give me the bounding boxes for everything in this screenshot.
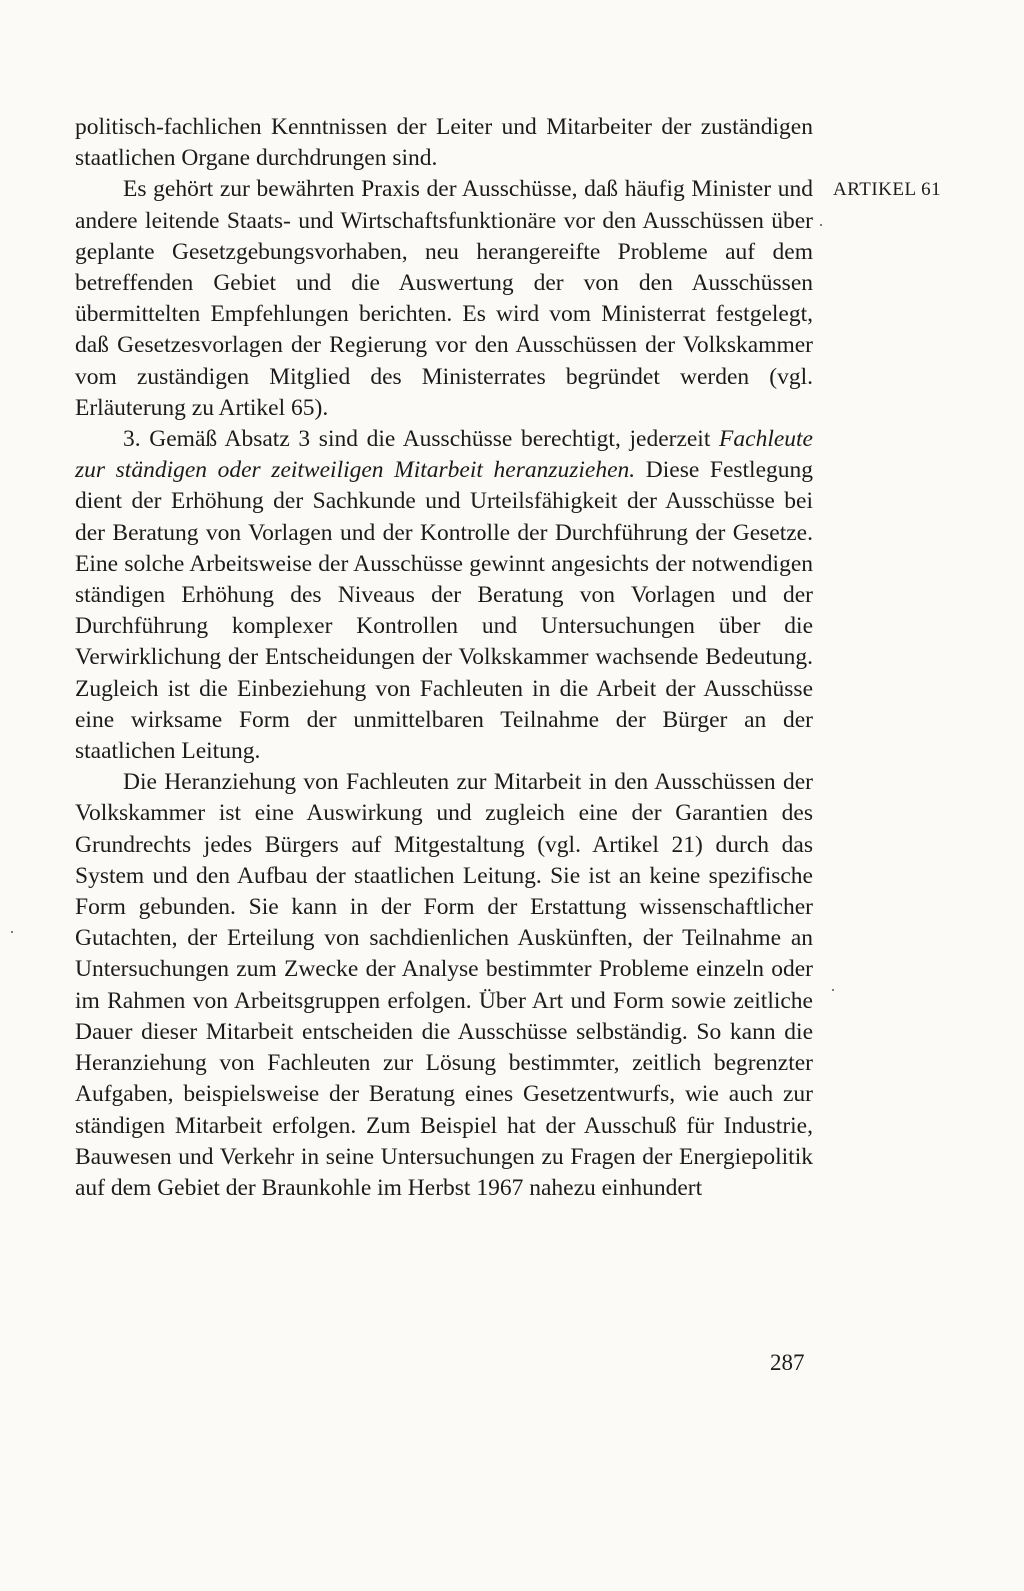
paragraph-absatz-3 [75,424,813,767]
paragraph-heranziehung: Die Heranziehung von Fachleuten zur Mitarbeit in den Ausschüssen der Volkskammer ist eine Auswirkung und zugleich eine der Garantien des Grundrechts jedes Bürgers auf Mitgestaltung (vgl. Artikel 21) durch das System und den Aufbau der staatlichen Leitung. Sie ist an keine spezifische Form gebunden. Sie kann in der Form der Erstattung wissenschaftlicher Gutachten, der Erteilung von sachdienlichen Auskünften, der Teilnahme an Untersuchungen zum Zwecke der Analyse bestimmter Probleme einzeln oder im Rahmen von Arbeitsgruppen erfolgen. Über Art und Form sowie zeitliche Dauer dieser Mitarbeit entscheiden die Ausschüsse selbständig. So kann die Heranziehung von Fachleuten zur Lösung bestimmter, zeitlich begrenzter Aufgaben, beispielsweise der Beratung eines Gesetzentwurfs, wie auch zur ständigen Mitarbeit erfolgen. Zum Beispiel hat der Ausschuß für Industrie, Bauwesen und Verkehr in seine Untersuchungen zu Fragen der Energiepolitik auf dem Gebiet der Braunkohle im Herbst 1967 nahezu einhundert [75,769,813,1201]
paragraph-absatz-3-end: Diese Festlegung dient der Erhöhung der Sachkunde und Urteilsfähigkeit der Ausschüsse bei der Beratung von Vorlagen und der Kontrolle der Durchführung der Gesetze. Eine solche Arbeitsweise der Ausschüsse gewinnt angesichts der notwendigen ständigen Erhöhung des Niveaus der Beratung von Vorlagen und der Durchführung komplexer Kontrollen und Untersuchungen über die Verwirklichung der Entscheidungen der Volkskammer wachsende Bedeutung. Zugleich ist die Einbeziehung von Fachleuten in die Arbeit der Ausschüsse eine wirksame Form der unmittelbaren Teilnahme der Bürger an der staatlichen Leitung. [75,457,814,765]
scan-speck [820,224,822,226]
italic-emphasis: Fachleute zur ständigen oder zeitweiligen Mitarbeit heranzuziehen. [75,426,813,484]
margin-note-article: ARTIKEL 61 [833,179,942,200]
paragraph-praxis: Es gehört zur bewährten Praxis der Ausschüsse, daß häufig Minister und andere leitende Staats- und Wirtschaftsfunktionäre vor den Ausschüssen über geplante Gesetzgebungsvorhaben, neu herangereifte Probleme auf dem betreffenden Gebiet und die Auswertung der von den Ausschüssen übermittelten Empfehlungen berichten. Es wird vom Ministerrat festgelegt, daß Gesetzesvorlagen der Regierung vor den Ausschüssen der Volkskammer vom zuständigen Mitglied des Ministerrates begründet werden (vgl. Erläuterung zu Artikel 65). [75,176,813,421]
scan-speck [11,931,13,933]
page-number: 287 [770,1350,805,1375]
paragraph-continuation: politisch-fachlichen Kenntnissen der Leiter und Mitarbeiter der zuständigen staatlichen Organe durchdrungen sind. [75,114,813,172]
body-text [75,112,813,1204]
paragraph-absatz-3-start: 3. Gemäß Absatz 3 sind die Ausschüsse berechtigt, jederzeit [123,426,720,453]
scan-speck [832,989,834,991]
